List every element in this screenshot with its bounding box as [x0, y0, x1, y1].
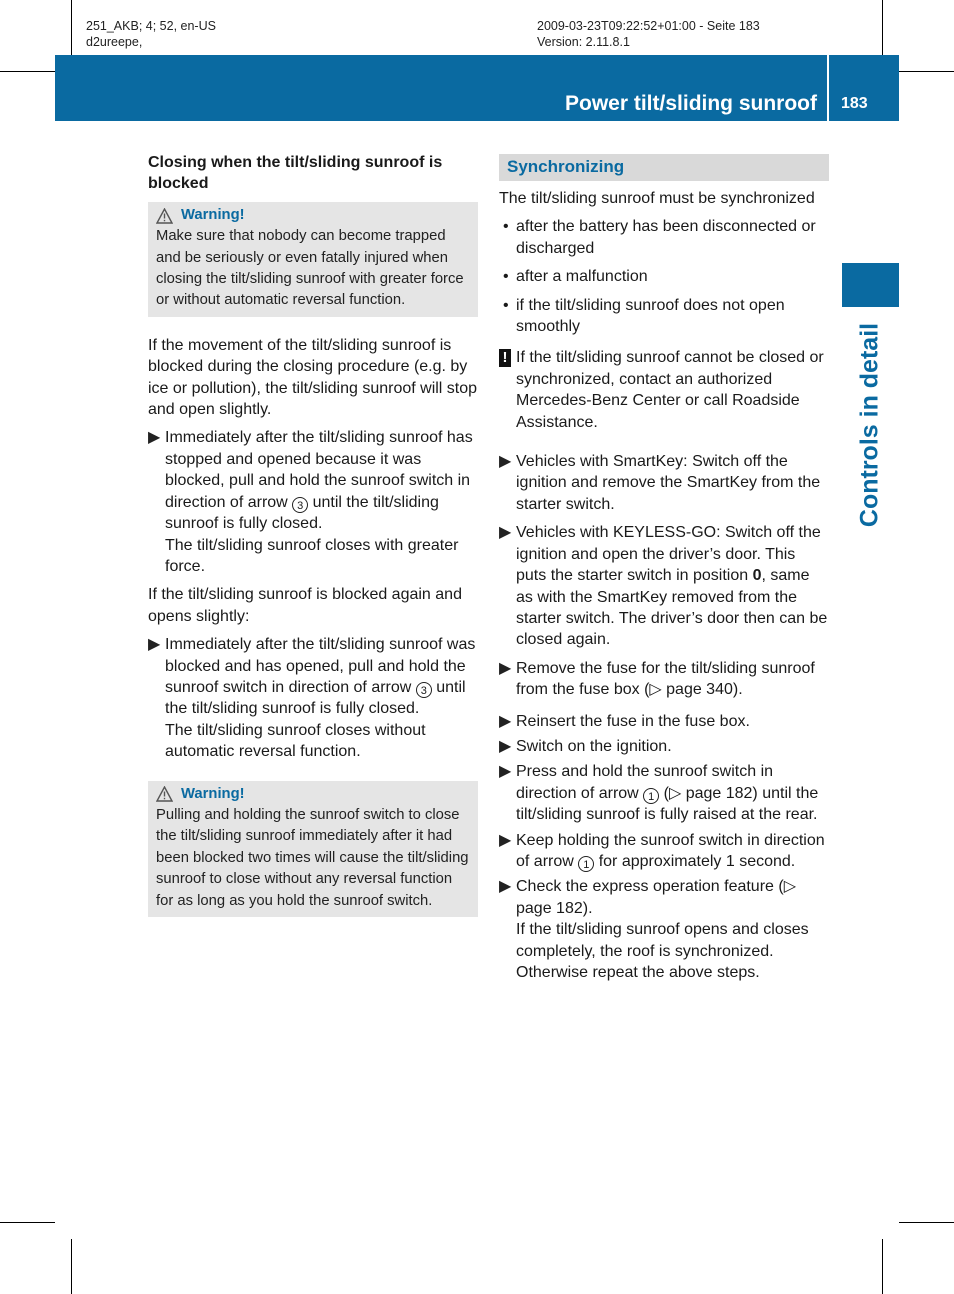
instruction-step: [499, 761, 829, 825]
exclamation-icon: !: [499, 349, 511, 367]
step-text: Check the express operation feature (▷ page 182).: [516, 878, 797, 917]
instruction-step: [148, 427, 478, 577]
warning-triangle-icon: [156, 208, 173, 224]
instruction-step: [499, 711, 829, 732]
crop-mark: [0, 1222, 55, 1223]
list-item-text: if the tilt/sliding sunroof does not open smoothly: [516, 296, 785, 336]
list-item: • after the battery has been disconnected or discharged: [503, 218, 816, 257]
list-item: • if the tilt/sliding sunroof does not open smoothly: [503, 296, 785, 336]
crop-mark: [899, 1222, 954, 1223]
warning-title-row: [156, 784, 470, 805]
chapter-tab: [842, 263, 899, 307]
list-item: • after a malfunction: [503, 268, 648, 286]
page-number: 183: [841, 95, 868, 112]
step-result: If the tilt/sliding sunroof opens and closes completely, the roof is synchronized. Otherwise repeat the above steps.: [516, 921, 809, 981]
step-result: The tilt/sliding sunroof closes with greater force.: [165, 536, 459, 575]
chapter-label: Controls in detail: [855, 322, 884, 528]
step-text: until the tilt/sliding sunroof is fully closed.: [165, 678, 466, 718]
instruction-step: [499, 876, 829, 983]
step-text: Immediately after the tilt/sliding sunroof has stopped and opened because it was blocked, pull and hold the sunroof switch in direction of arrow: [165, 429, 473, 511]
meta-right-line1: 2009-03-23T09:22:52+01:00 - Seite 183: [537, 19, 760, 33]
warning-triangle-icon: [156, 786, 173, 802]
right-column: [499, 154, 829, 983]
arrow-number-badge: 3: [416, 682, 432, 698]
warning-text: Pulling and holding the sunroof switch to close the tilt/sliding sunroof immediately after it had been blocked two times will cause the tilt/sliding sunroof to close without any reversal function for as long as you hold the sunroof switch.: [156, 806, 469, 909]
step-text: Vehicles with KEYLESS-GO: Switch off the ignition and open the driver’s door. This puts the starter switch in position: [516, 524, 821, 585]
instruction-step: [499, 451, 829, 515]
warning-title: Warning!: [181, 206, 245, 223]
arrow-bullet-icon: ▶: [499, 524, 512, 542]
crop-mark: [882, 1239, 883, 1294]
print-meta-left: [86, 18, 216, 50]
paragraph: If the movement of the tilt/sliding sunroof is blocked during the closing procedure (e.g. by ice or pollution), the tilt/sliding sunroof will stop and open slightly.: [148, 336, 478, 419]
crop-mark: [71, 0, 72, 55]
instruction-step: [499, 830, 829, 873]
crop-mark: [882, 0, 883, 55]
section-heading: Synchronizing: [499, 154, 829, 181]
step-text: until the tilt/sliding sunroof is fully closed.: [165, 493, 439, 533]
step-text: Vehicles with SmartKey: Switch off the ignition and remove the SmartKey from the starter switch.: [516, 453, 821, 513]
arrow-bullet-icon: ▶: [499, 737, 512, 755]
instruction-step: [499, 736, 829, 757]
warning-box: [148, 781, 478, 917]
warning-title: Warning!: [181, 785, 245, 802]
arrow-number-badge: 3: [292, 497, 308, 513]
arrow-bullet-icon: ▶: [499, 878, 512, 896]
arrow-bullet-icon: ▶: [499, 831, 512, 849]
step-text: Keep holding the sunroof switch in direction of arrow: [516, 831, 825, 870]
step-text: Press and hold the sunroof switch in direction of arrow: [516, 763, 774, 802]
page-number-box: [829, 55, 899, 121]
crop-mark: [71, 1239, 72, 1294]
instruction-step: [148, 634, 478, 762]
warning-box: [148, 202, 478, 317]
warning-title-row: [156, 205, 470, 226]
arrow-bullet-icon: ▶: [148, 429, 161, 447]
position-value: 0: [752, 567, 762, 585]
note: [499, 347, 829, 433]
list-item-text: after the battery has been disconnected or discharged: [516, 218, 816, 257]
arrow-bullet-icon: ▶: [499, 763, 512, 781]
paragraph: The tilt/sliding sunroof must be synchronized: [499, 190, 815, 207]
subsection-heading: Closing when the tilt/sliding sunroof is blocked: [148, 154, 443, 193]
instruction-step: [499, 522, 829, 650]
step-text: for approximately 1 second.: [594, 852, 796, 870]
crop-mark: [0, 71, 55, 72]
step-text: Immediately after the tilt/sliding sunroof was blocked and has opened, pull and hold the sunroof switch in direction of arrow: [165, 636, 476, 696]
step-text: Switch on the ignition.: [516, 737, 672, 755]
meta-left-line2: d2ureepe,: [86, 35, 143, 49]
crop-mark: [899, 71, 954, 72]
warning-text: Make sure that nobody can become trapped and be seriously or even fatally injured when closing the tilt/sliding sunroof with greater force or without automatic reversal function.: [156, 228, 464, 309]
step-text: (▷ page 182) until the tilt/sliding sunroof is fully raised at the rear.: [516, 784, 819, 824]
arrow-bullet-icon: ▶: [499, 712, 512, 730]
meta-right-line2: Version: 2.11.8.1: [537, 35, 630, 49]
header-bar: [55, 55, 827, 121]
paragraph: If the tilt/sliding sunroof is blocked again and opens slightly:: [148, 586, 462, 625]
list-item-text: after a malfunction: [516, 268, 648, 286]
print-meta-right: [537, 18, 760, 50]
arrow-number-badge: 1: [578, 856, 594, 872]
left-column: [148, 152, 478, 917]
arrow-bullet-icon: ▶: [148, 636, 161, 654]
note-text: If the tilt/sliding sunroof cannot be closed or synchronized, contact an authorized Mercedes-Benz Center or call Roadside Assistance.: [516, 349, 824, 431]
section-title: Power tilt/sliding sunroof: [565, 92, 817, 115]
arrow-bullet-icon: ▶: [499, 659, 512, 677]
arrow-number-badge: 1: [643, 788, 659, 804]
step-result: The tilt/sliding sunroof closes without automatic reversal function.: [165, 721, 426, 761]
meta-left-line1: 251_AKB; 4; 52, en-US: [86, 19, 216, 33]
step-text: Reinsert the fuse in the fuse box.: [516, 712, 750, 730]
arrow-bullet-icon: ▶: [499, 453, 512, 471]
step-text: , same as with the SmartKey removed from the starter switch. The driver’s door then can be closed again.: [516, 567, 828, 649]
instruction-step: [499, 658, 829, 701]
step-text: Remove the fuse for the tilt/sliding sunroof from the fuse box (▷ page 340).: [516, 659, 815, 699]
